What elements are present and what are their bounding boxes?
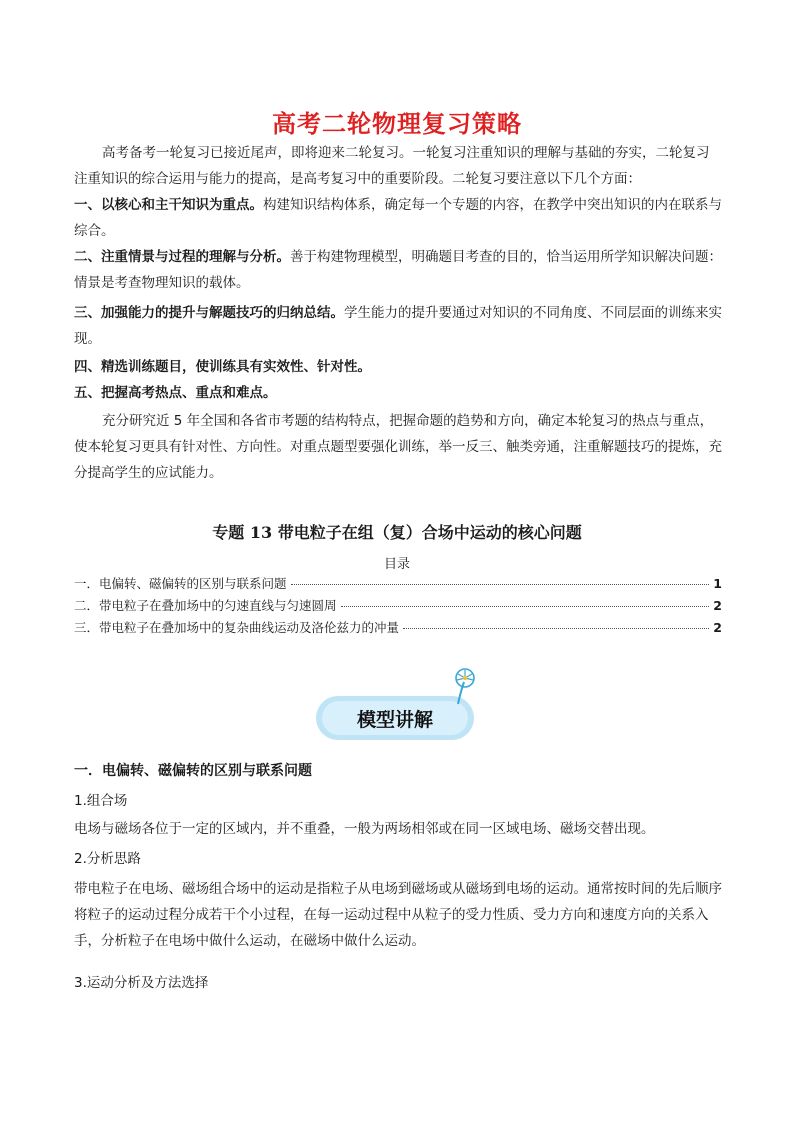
toc-heading: 目录 — [383, 557, 410, 572]
conclusion-paragraph: 充分研究近 5 年全国和各省市考题的结构特点，把握命题的趋势和方向，确定本轮复习的热点与重点，使本轮复习更具有针对性、方向性。对重点题型要强化训练，举一反三、触类旁通，注重解题技巧的提炼，充分提高学生的应试能力。 — [74, 413, 722, 481]
point-5-heading: 五、把握高考热点、重点和难点。 — [74, 385, 277, 401]
toc-item-2-label: 二．带电粒子在叠加场中的匀速直线与匀速圆周 — [74, 598, 337, 613]
toc-item-3-page: 2 — [713, 620, 722, 635]
toc-item-3-label: 三．带电粒子在叠加场中的复杂曲线运动及洛伦兹力的冲量 — [74, 620, 400, 635]
subheading-2: 2.分析思路 — [74, 851, 141, 867]
model-banner — [310, 666, 480, 746]
point-1-text: 构建知识结构体系，确定每一个专题的内容，在教学中突出知识的内在联系与综合。 — [74, 197, 722, 239]
toc-item-3[interactable] — [74, 618, 722, 638]
toc-leader — [341, 606, 710, 607]
subheading-1: 1.组合场 — [74, 793, 128, 809]
point-5 — [74, 380, 722, 406]
point-4 — [74, 354, 722, 380]
point-1 — [74, 192, 722, 244]
point-1-heading: 一、以核心和主干知识为重点。 — [74, 197, 263, 213]
section-1-heading: 一．电偏转、磁偏转的区别与联系问题 — [74, 763, 312, 779]
toc-leader — [291, 584, 710, 585]
subheading-3: 3.运动分析及方法选择 — [74, 975, 209, 991]
subheading-2-text: 带电粒子在电场、磁场组合场中的运动是指粒子从电场到磁场或从磁场到电场的运动。通常按时间的先后顺序将粒子的运动过程分成若干个小过程，在每一运动过程中从粒子的受力性质、受力方向和速度方向的关系入手，分析粒子在电场中做什么运动，在磁场中做什么运动。 — [74, 881, 722, 949]
toc-item-2-page: 2 — [713, 598, 722, 613]
point-2 — [74, 244, 722, 296]
toc-leader — [403, 628, 709, 629]
intro-paragraph: 高考备考一轮复习已接近尾声，即将迎来二轮复习。一轮复习注重知识的理解与基础的夯实，二轮复习注重知识的综合运用与能力的提高，是高考复习中的重要阶段。二轮复习要注意以下几个方面： — [74, 145, 710, 187]
toc-item-2[interactable] — [74, 596, 722, 616]
point-3-heading: 三、加强能力的提升与解题技巧的归纳总结。 — [74, 305, 344, 321]
main-title: 高考二轮物理复习策略 — [272, 110, 522, 138]
banner-label: 模型讲解 — [322, 701, 468, 735]
subheading-1-text: 电场与磁场各位于一定的区域内，并不重叠，一般为两场相邻或在同一区域电场、磁场交替出现。 — [74, 821, 655, 837]
point-4-heading: 四、精选训练题目，使训练具有实效性、针对性。 — [74, 359, 371, 375]
toc-item-1-label: 一．电偏转、磁偏转的区别与联系问题 — [74, 576, 287, 591]
toc-item-1[interactable] — [74, 574, 722, 594]
point-2-text: 善于构建物理模型，明确题目考查的目的，恰当运用所学知识解决问题：情景是考查物理知识的载体。 — [74, 249, 722, 291]
dandelion-icon — [448, 666, 478, 706]
topic-title: 专题 13 带电粒子在组（复）合场中运动的核心问题 — [212, 523, 582, 542]
point-3-text: 学生能力的提升要通过对知识的不同角度、不同层面的训练来实现。 — [74, 305, 722, 347]
point-3 — [74, 300, 722, 352]
toc-item-1-page: 1 — [713, 576, 722, 591]
point-2-heading: 二、注重情景与过程的理解与分析。 — [74, 249, 290, 265]
